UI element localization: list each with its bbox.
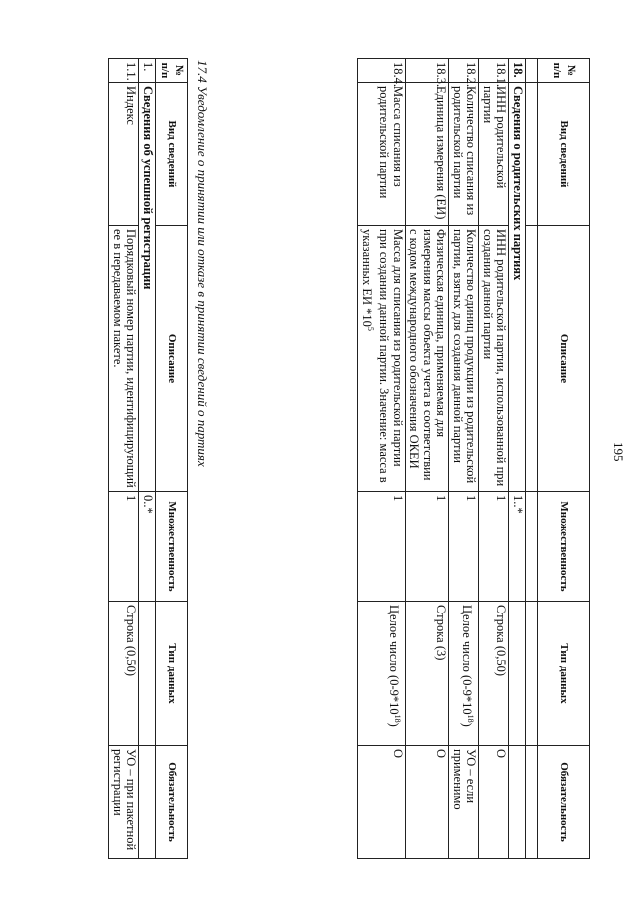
section-row xyxy=(139,59,156,859)
row-req: О xyxy=(358,746,406,859)
section-title: Сведения об успешной регистрации xyxy=(139,83,156,492)
section-num: 1. xyxy=(139,59,156,83)
row-type: Строка (3) xyxy=(406,602,450,746)
row-type xyxy=(449,602,479,746)
section-row xyxy=(509,59,526,859)
header-desc: Описание xyxy=(538,226,590,492)
row-desc: ИНН родительской партии, использованной при создании данной партии xyxy=(479,226,509,492)
header-num: № п/п xyxy=(156,59,188,83)
header-req: Обязательность xyxy=(156,746,188,859)
header-req: Обязательность xyxy=(538,746,590,859)
row-type: Строка (0,50) xyxy=(109,602,139,746)
table-row xyxy=(449,59,479,859)
type-end: ) xyxy=(460,722,475,727)
row-kind: Масса списания из родительской партии xyxy=(358,83,406,226)
row-num: 18.4. xyxy=(358,59,406,83)
desc-sup: 5 xyxy=(366,326,375,331)
row-kind: Количество списания из родительской партии xyxy=(449,83,479,226)
section-mult: 0..* xyxy=(139,492,156,602)
row-mult: 1 xyxy=(449,492,479,602)
row-mult: 1 xyxy=(358,492,406,602)
row-req: О xyxy=(406,746,450,859)
section-title: Сведения о родительских партиях xyxy=(509,83,526,492)
row-req: УО – при пакетной регистрации xyxy=(109,746,139,859)
section-mult: 1..* xyxy=(509,492,526,602)
row-type xyxy=(358,602,406,746)
row-kind: Индекс xyxy=(109,83,139,226)
header-desc: Описание xyxy=(156,226,188,492)
type-end: ) xyxy=(386,722,401,727)
row-desc xyxy=(358,226,406,492)
section-caption: 17.4 Уведомление о принятии или отказе в принятии сведений о партиях xyxy=(195,60,210,467)
type-sup: 18 xyxy=(466,714,476,723)
row-mult: 1 xyxy=(406,492,450,602)
type-text: Целое число (0-9*10 xyxy=(386,605,401,715)
row-req: О xyxy=(479,746,509,859)
header-num: № п/п xyxy=(538,59,590,83)
type-sup: 18 xyxy=(393,714,402,723)
row-num: 18.2. xyxy=(449,59,479,83)
header-mult: Множественность xyxy=(156,492,188,602)
table-header-row xyxy=(156,59,188,859)
table-row xyxy=(479,59,509,859)
header-type: Тип данных xyxy=(538,602,590,746)
desc-text: Масса для списания из родительской партии при создании данной партии. Значение: масса в указанных ЕИ *10 xyxy=(359,229,405,483)
row-num: 18.1. xyxy=(479,59,509,83)
table-header-row xyxy=(538,59,590,859)
header-mult: Множественность xyxy=(538,492,590,602)
row-mult: 1 xyxy=(479,492,509,602)
registration-table xyxy=(109,58,189,859)
header-type: Тип данных xyxy=(156,602,188,746)
parent-batches-table xyxy=(357,58,590,859)
table-row xyxy=(406,59,450,859)
row-desc: Порядковый номер партии, идентифицирующий ее в передаваемом пакете. xyxy=(109,226,139,492)
row-kind: Единица измерения (ЕИ) xyxy=(406,83,450,226)
row-mult: 1 xyxy=(109,492,139,602)
page-number: 195 xyxy=(611,442,626,462)
row-desc: Количество единиц продукции из родительской партии, взятых для создания данной партии xyxy=(449,226,479,492)
row-num: 1.1. xyxy=(109,59,139,83)
row-num: 18.3. xyxy=(406,59,450,83)
row-type: Строка (0,50) xyxy=(479,602,509,746)
row-req: УО – если применимо xyxy=(449,746,479,859)
empty-row xyxy=(526,59,538,859)
header-kind: Вид сведений xyxy=(538,83,590,226)
table-row xyxy=(358,59,406,859)
header-kind: Вид сведений xyxy=(156,83,188,226)
row-kind: ИНН родительской партии xyxy=(479,83,509,226)
section-num: 18. xyxy=(509,59,526,83)
row-desc: Физическая единица, применяемая для измерения массы объекта учета в соответствии с кодом международного обозначения ОКЕИ xyxy=(406,226,450,492)
table-row xyxy=(109,59,139,859)
type-text: Целое число (0-9*10 xyxy=(460,605,475,715)
